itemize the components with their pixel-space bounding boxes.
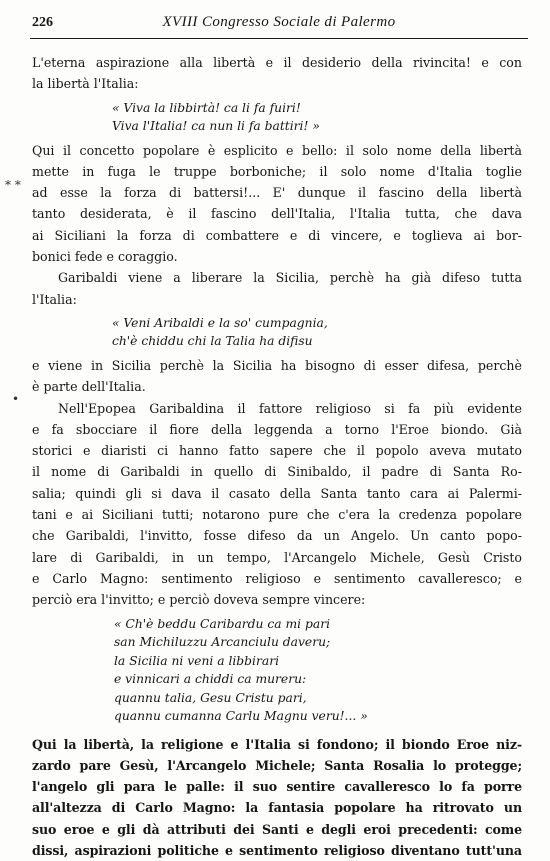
text-line: mette in fuga le truppe borboniche; il solo nome d'Italia toglie: [32, 163, 522, 179]
verse-line: san Michiluzzu Arcanciulu daveru;: [114, 635, 331, 650]
text-line: e Carlo Magno: sentimento religioso e sentimento cavalleresco; e: [32, 570, 522, 586]
paragraph: [32, 267, 522, 310]
text-line: bonici fede e coraggio.: [32, 249, 178, 265]
text-line: lare di Garibaldi, in un tempo, l'Arcangelo Michele, Gesù Cristo: [32, 549, 522, 565]
text-line: perciò era l'invitto; e perciò doveva sempre vincere:: [32, 592, 366, 608]
text-line: Qui il concetto popolare è esplicito e bello: il solo nome della libertà: [32, 142, 522, 158]
text-line: storici e diaristi ci hanno fatto sapere che il popolo aveva mutato: [32, 443, 522, 459]
paragraph: [32, 398, 522, 611]
paragraph: [32, 52, 522, 95]
text-line: tani e ai Siciliani tutti; notarono pure che c'era la credenza popolare: [32, 507, 522, 523]
text-line: l'angelo gli para le palle: il suo sentire cavalleresco lo fa porre: [32, 779, 522, 795]
verse-line: Viva l'Italia! ca nun li fa battiri! »: [112, 119, 320, 134]
text-line: zardo pare Gesù, l'Arcangelo Michele; Santa Rosalia lo protegge;: [32, 757, 522, 773]
text-line: l'Italia:: [32, 291, 77, 307]
page-header: [30, 12, 528, 39]
text-line: il nome di Garibaldi in quello di Sinibaldo, il padre di Santa Ro-: [32, 464, 522, 480]
text-line: e viene in Sicilia perchè la Sicilia ha bisogno di esser difesa, perchè: [32, 357, 522, 373]
text-line: che Garibaldi, l'invitto, fosse difeso da un Angelo. Un canto popo-: [32, 528, 522, 544]
verse-line: « Ch'è beddu Caribardu ca mi pari: [114, 616, 331, 631]
verse-block: [32, 615, 522, 726]
verse-line: « Veni Aribaldi e la so' cumpagnia,: [112, 315, 328, 330]
text-line: ad esse la forza di battersi!... E' dunque il fascino della libertà: [32, 185, 522, 201]
text-line: è parte dell'Italia.: [32, 379, 146, 395]
paragraph: [32, 140, 522, 268]
verse-line: e vinnicari a chiddi ca mureru:: [114, 672, 307, 687]
text-line: Nell'Epopea Garibaldina il fattore religioso si fa più evidente: [58, 400, 522, 416]
margin-mark: * *: [5, 178, 21, 192]
verse-block: [32, 99, 522, 136]
text-line: ai Siciliani la forza di combattere e di vincere, e toglieva ai bor-: [32, 227, 522, 243]
text-line: la libertà l'Italia:: [32, 76, 139, 92]
text-line: L'eterna aspirazione alla libertà e il desiderio della rivincita! e con: [32, 55, 522, 70]
verse-block: [32, 314, 522, 351]
text-line: Qui la libertà, la religione e l'Italia si fondono; il biondo Eroe niz-: [32, 736, 522, 752]
page-number: 226: [32, 15, 53, 30]
text-line: Garibaldi viene a liberare la Sicilia, perchè ha già difeso tutta: [58, 270, 522, 286]
text-line: salia; quindi gli si dava il casato della Santa tanto cara ai Palermi-: [32, 485, 522, 501]
verse-line: « Viva la libbirtà! ca li fa fuiri!: [112, 100, 301, 115]
page-body: [32, 52, 522, 861]
text-line: dissi, aspirazioni politiche e sentimento religioso diventano tutt'una: [32, 843, 522, 859]
text-line: all'altezza di Carlo Magno: la fantasia popolare ha ritrovato un: [32, 800, 522, 816]
verse-line: quannu talia, Gesu Cristu pari,: [114, 690, 307, 705]
verse-line: ch'è chiddu chi la Talia ha difisu: [112, 334, 313, 349]
verse-line: quannu cumanna Carlu Magnu veru!... »: [114, 709, 368, 724]
verse-line: la Sicilia ni veni a libbirari: [114, 653, 280, 668]
text-line: suo eroe e gli dà attributi dei Santi e degli eroi precedenti: come: [32, 821, 522, 837]
text-line: e fa sbocciare il fiore della leggenda a torno l'Eroe biondo. Già: [32, 421, 522, 437]
text-line: tanto desiderata, è il fascino dell'Italia, l'Italia tutta, che dava: [32, 206, 522, 222]
paragraph: [32, 355, 522, 398]
paragraph: [32, 734, 522, 861]
margin-mark: •: [12, 392, 20, 406]
running-title: XVIII Congresso Sociale di Palermo: [162, 14, 396, 30]
